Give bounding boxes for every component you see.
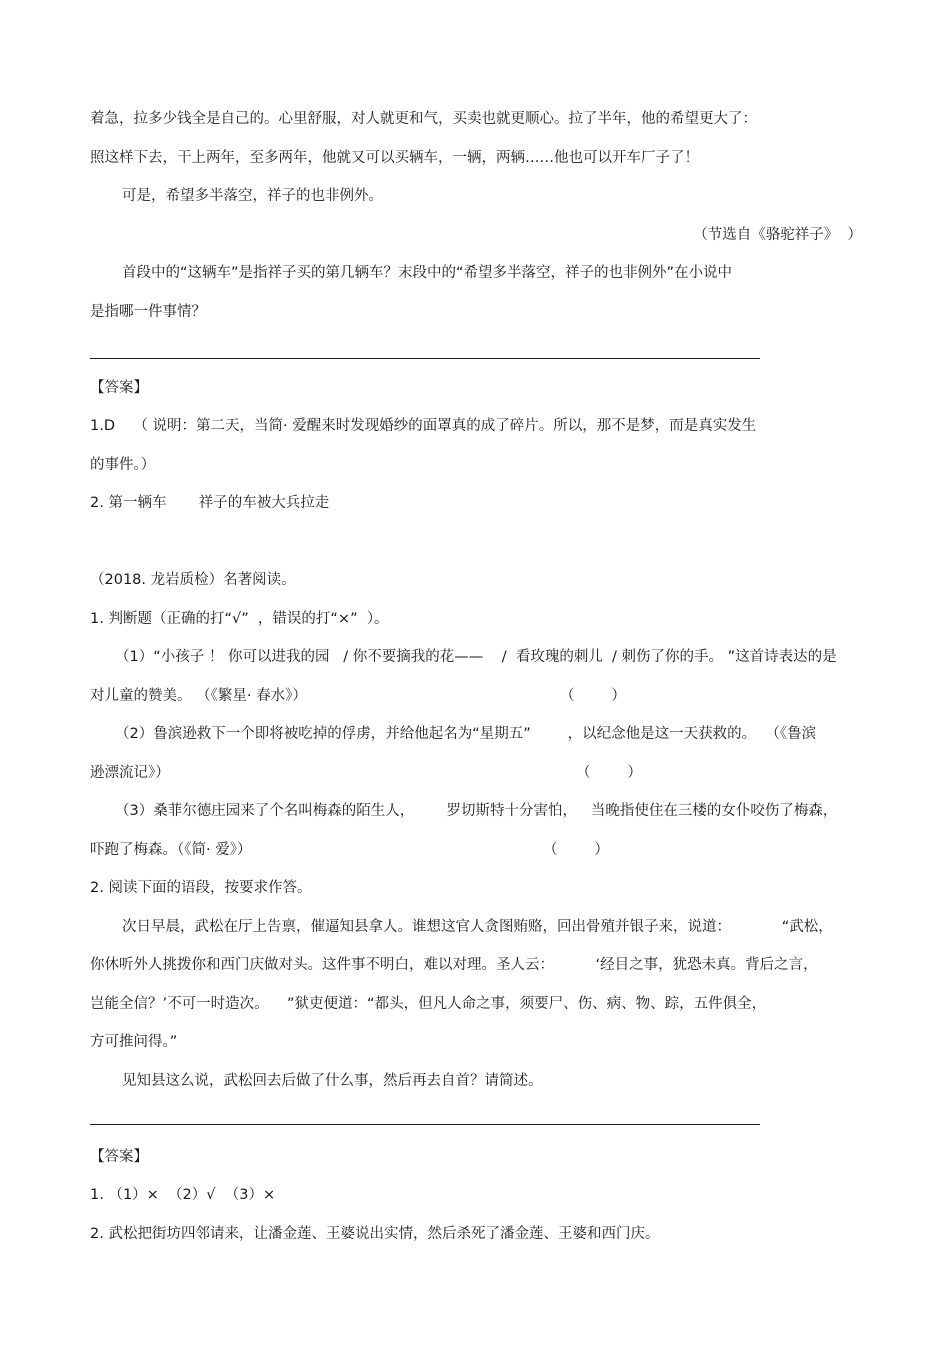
passage-line: 照这样下去，干上两年，至多两年，他就又可以买辆车，一辆，两辆……他也可以开车厂子了！ — [90, 150, 699, 166]
passage-line: 可是，希望多半落空，祥子的也非例外。 — [122, 188, 383, 204]
section-title: （2018. 龙岩质检）名著阅读。 — [90, 572, 296, 588]
question-line: 2. 阅读下面的语段，按要求作答。 — [90, 880, 312, 896]
answer-line: 的事件。） — [90, 457, 156, 473]
judgement-item: （1）“小孩子 ！ 你可以进我的园 / 你不要摘我的花—— / 看玫瑰的刺儿 / 刺伤了你的手。 ”这首诗表达的是 — [115, 649, 837, 665]
answer-line: 1.D （ 说明：第二天，当简· 爱醒来时发现婚纱的面罩真的成了碎片。所以，那不是梦，而是真实发生 — [90, 418, 757, 434]
answer-line: 2. 第一辆车 祥子的车被大兵拉走 — [90, 495, 330, 511]
judgement-item: 吓跑了梅森。（《简· 爱》） — [90, 842, 252, 858]
answer-line: 2. 武松把街坊四邻请来，让潘金莲、王婆说出实情，然后杀死了潘金莲、王婆和西门庆。 — [90, 1226, 660, 1242]
excerpt-line: 你休听外人挑拨你和西门庆做对头。这件事不明白，难以对理。圣人云： ‘经目之事，犹恐未真。背后之言， — [90, 957, 818, 973]
excerpt-line: 岂能全信？’不可一时造次。 ”狱吏便道：“都头，但凡人命之事，须要尸、伤、病、物、踪，五件俱全， — [90, 996, 767, 1012]
answer-header: 【答案】 — [90, 380, 148, 396]
passage-line: 着急，拉多少钱全是自己的。心里舒服，对人就更和气，买卖也就更顺心。拉了半年，他的希望更大了： — [90, 111, 757, 127]
question-line: 见知县这么说，武松回去后做了什么事，然后再去自首？请简述。 — [122, 1073, 543, 1089]
question-line: 1. 判断题（正确的打“√” ，错误的打“×” ）。 — [90, 611, 389, 627]
passage-source: （节选自《骆驼祥子》 ） — [693, 227, 862, 243]
answer-line: 1. （1）× （2）√ （3）× — [90, 1187, 276, 1203]
excerpt-line: 次日早晨，武松在厅上告禀，催逼知县拿人。谁想这官人贪图贿赂，回出骨殖并银子来，说道： “武松， — [122, 919, 833, 935]
answer-bracket: （ ） — [560, 688, 626, 704]
question-line: 是指哪一件事情？ — [90, 304, 206, 320]
answer-blank-line — [90, 1124, 760, 1125]
judgement-item: 对儿童的赞美。 （《繁星· 春水》） — [90, 688, 307, 704]
judgement-item: 逊漂流记》） — [90, 765, 170, 781]
excerpt-line: 方可推问得。” — [90, 1034, 178, 1050]
answer-header: 【答案】 — [90, 1149, 148, 1165]
answer-bracket: （ ） — [576, 765, 642, 781]
judgement-item: （2）鲁滨逊救下一个即将被吃掉的俘虏，并给他起名为“星期五” ，以纪念他是这一天获救的。 （《鲁滨 — [115, 726, 817, 742]
answer-bracket: （ ） — [543, 842, 609, 858]
answer-blank-line — [90, 358, 760, 359]
question-line: 首段中的“这辆车”是指祥子买的第几辆车？末段中的“希望多半落空，祥子的也非例外”在小说中 — [122, 265, 733, 281]
judgement-item: （3）桑菲尔德庄园来了个名叫梅森的陌生人， 罗切斯特十分害怕， 当晚指使住在三楼的女仆咬伤了梅森， — [115, 803, 838, 819]
